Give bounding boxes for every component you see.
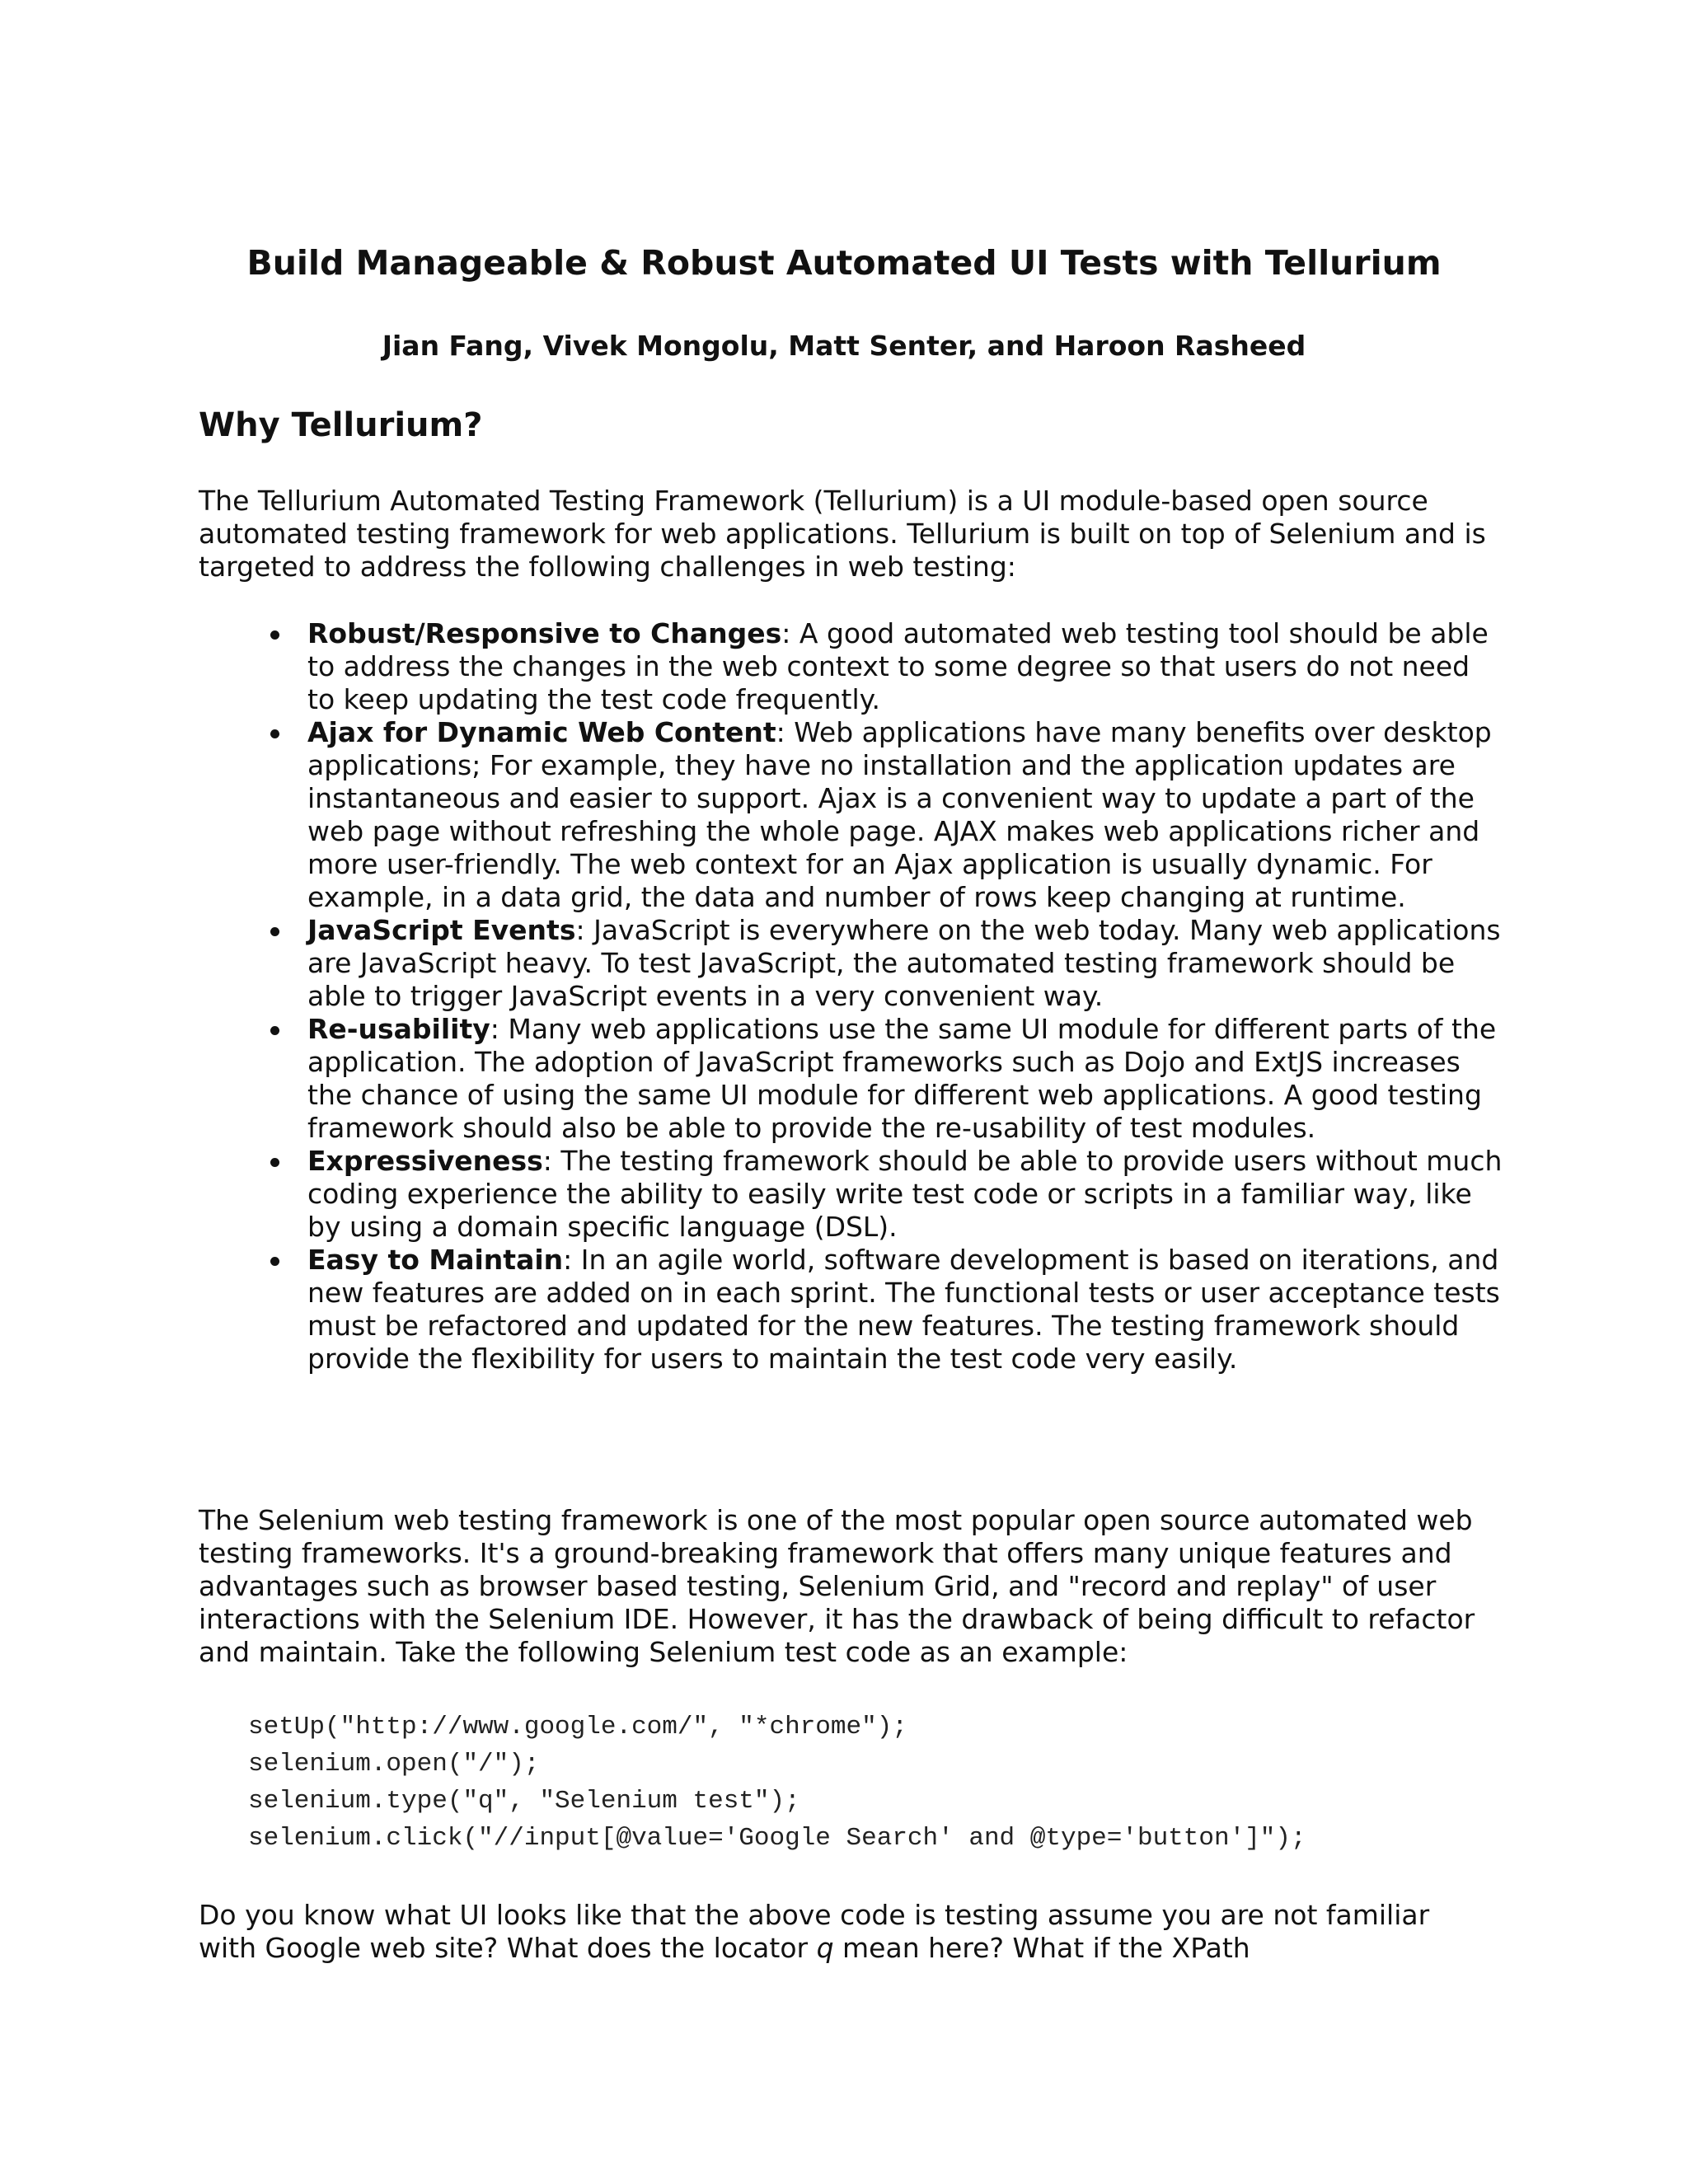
intro-paragraph: The Tellurium Automated Testing Framework (Tellurium) is a UI module-based open source automated testing framework for web applications. Tellurium is built on top of Selenium and is targeted to address the following challenges in web testing:: [199, 485, 1486, 583]
author-list: Jian Fang, Vivek Mongolu, Matt Senter, and Haroon Rasheed: [382, 330, 1306, 362]
code-line: selenium.click("//input[@value='Google Search' and @type='button']");: [248, 1824, 1306, 1853]
bullet-icon: [270, 1257, 279, 1266]
challenge-item: [307, 617, 1503, 716]
challenge-term: Re-usability: [307, 1013, 490, 1045]
bullet-icon: [270, 1026, 279, 1035]
challenge-description: : A good automated web testing tool should be able to address the changes in the web context to some degree so that users do not need to keep updating the test code frequently.: [307, 617, 1489, 715]
document-title: Build Manageable & Robust Automated UI Tests with Tellurium: [246, 243, 1442, 283]
challenge-item: [307, 914, 1503, 1013]
bullet-icon: [270, 927, 279, 936]
challenge-description: : The testing framework should be able to provide users without much coding experience the ability to easily write test code or scripts in a familiar way, like by using a domain specific language (DSL).: [307, 1145, 1503, 1243]
challenge-item: [307, 1013, 1503, 1145]
question-paragraph: [199, 1899, 1493, 1965]
bullet-icon: [270, 630, 279, 640]
challenge-term: Ajax for Dynamic Web Content: [307, 716, 776, 748]
challenge-item: [307, 1244, 1503, 1376]
code-line: setUp("http://www.google.com/", "*chrome");: [248, 1713, 907, 1741]
bullet-icon: [270, 1158, 279, 1167]
challenge-item: [307, 716, 1503, 914]
challenge-term: Easy to Maintain: [307, 1244, 564, 1276]
question-text-start: Do you know what UI looks like that the above code is testing assume you are not familiar with Google web site? What does the locator: [199, 1899, 1430, 1964]
selenium-paragraph: The Selenium web testing framework is one of the most popular open source automated web testing frameworks. It's a ground-breaking framework that offers many unique features and advantages such as browser based testing, Selenium Grid, and "record and replay" of user interactions with the Selenium IDE. However, it has the drawback of being difficult to refactor and maintain. Take the following Selenium test code as an example:: [199, 1504, 1475, 1668]
code-line: selenium.open("/");: [248, 1750, 540, 1779]
challenge-term: JavaScript Events: [307, 914, 576, 946]
question-text-end: mean here? What if the XPath: [833, 1932, 1250, 1964]
challenge-description: : Many web applications use the same UI module for different parts of the application. The adoption of JavaScript frameworks such as Dojo and ExtJS increases the chance of using the same UI module for different web applications. A good testing framework should also be able to provide the re-usability of test modules.: [307, 1013, 1497, 1144]
section-heading: Why Tellurium?: [199, 406, 483, 444]
challenge-description: : JavaScript is everywhere on the web today. Many web applications are JavaScript heavy. To test JavaScript, the automated testing framework should be able to trigger JavaScript events in a very convenient way.: [307, 914, 1501, 1012]
locator-name: q: [816, 1932, 834, 1964]
challenge-term: Expressiveness: [307, 1145, 543, 1177]
code-sample: [248, 1708, 1306, 1857]
bullet-icon: [270, 729, 279, 738]
challenge-term: Robust/Responsive to Changes: [307, 617, 782, 649]
challenge-item: [307, 1145, 1503, 1244]
challenge-description: : In an agile world, software development is based on iterations, and new features are added on in each sprint. The functional tests or user acceptance tests must be refactored and updated for the new features. The testing framework should provide the flexibility for users to maintain the test code very easily.: [307, 1244, 1500, 1375]
code-line: selenium.type("q", "Selenium test");: [248, 1787, 800, 1816]
challenges-list: [307, 617, 1503, 1376]
challenge-description: : Web applications have many benefits over desktop applications; For example, they have no installation and the application updates are instantaneous and easier to support. Ajax is a convenient way to update a part of the web page without refreshing the whole page. AJAX makes web applications richer and more user-friendly. The web context for an Ajax application is usually dynamic. For example, in a data grid, the data and number of rows keep changing at runtime.: [307, 716, 1492, 913]
